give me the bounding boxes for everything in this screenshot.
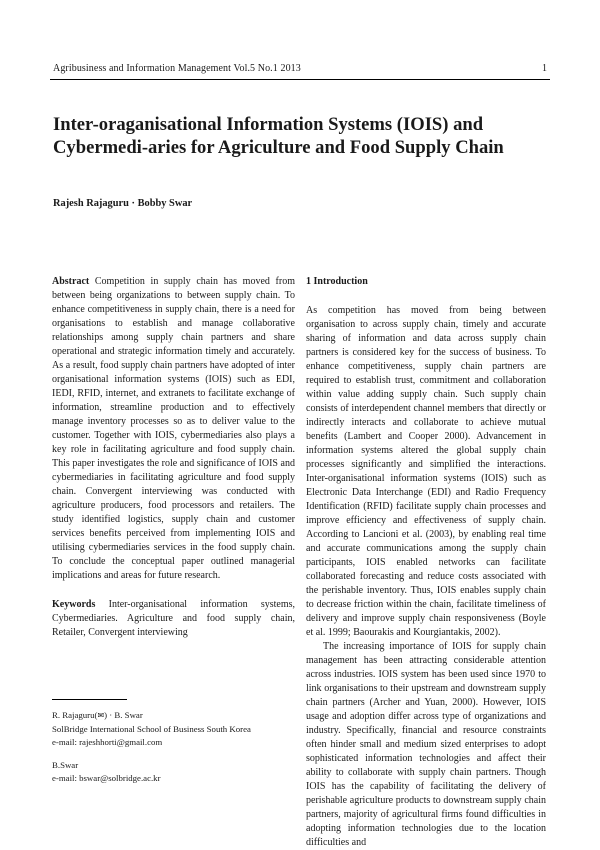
- section-heading: 1 Introduction: [306, 276, 368, 287]
- intro-paragraph-1: As competition has moved from being between organisation to across supply chain, timely and accurate sharing of information and data across supply chain partners is considered key for the success of business. To enhance competitiveness, supply chain partners are required to establish trust, commitment and collaboration within value adding supply chain. Such supply chain consists of interdependent channel members that directly or indirectly interacts and collaborate to achieve mutual benefits (Lambert and Cooper 2000). Advancement in information systems altered the global supply chain processes significantly and simplified the interactions. Inter-organisational information systems (IOIS) such as Electronic Data Interchange (EDI) and Radio Frequency Identification (RFID) facilitate supply chain processes and improve efficiency and effectiveness of supply chain. According to Lancioni et al. (2003), by enabling real time and accurate communications among the supply chain participants, IOIS enabled networks can facilitate collaborated forecasting and reduce costs associated with the perishable inventory. Thus, IOIS enables supply chain to decrease friction within the chain, facilitate timeliness of delivery and improve supply chain responsiveness (Boyle et al. 1999; Baourakis and Kourgiantakis, 2002).: [306, 305, 546, 638]
- running-header: Agribusiness and Information Management Vol.5 No.1 2013: [53, 63, 301, 74]
- author-list: Rajesh Rajaguru · Bobby Swar: [53, 198, 193, 209]
- keywords: [52, 598, 295, 640]
- abstract-text: Competition in supply chain has moved from between being organizations to between supply chain. To enhance competitiveness in supply chain, there is a need for organisations to establish and manage collaborative relationships among supply chain partners and share operational and strategic information timely and accurately. As a result, food supply chain partners have adopted of inter organisational information systems (IOIS) such as EDI, IEDI, RFID, internet, and extranets to facilitate exchange of information, streamline production and to effectively manage inventory processes so as to deliver value to the customer. Together with IOIS, cybermediaries also plays a key role in facilitating agriculture and food supply chain. This paper investigates the role and significance of IOIS and cybermediaries in facilitating agriculture and food supply chain. Convergent interviewing was conducted with agriculture producers, food processors and retailers. The study identified logistics, supply chain and customer services benefits perceived from implementing IOIS and utilising cybermediaries services in the food supply chain. To conclude the conceptual paper outlined managerial implications and areas for future research.: [52, 276, 295, 581]
- intro-paragraph-2: The increasing importance of IOIS for supply chain management has been attracting considerable attention across industries. IOIS system has been used since 1970 to link organisations to their upstream and downstream supply chain partners (Archer and Yuan, 2000). However, IOIS usage and adoption differ across type of organizations and industry. Specifically, financial and resource constraints often hinder small and medium sized enterprises to adopt sophisticated information technologies and affect their ability to collaborate with supply chain partners. Though IOIS has the capability of facilitating the delivery of perishable agriculture products to downstream supply chain partners, majority of agricultural firms found difficulties in adopting information technologies due to the location difficulties and: [306, 641, 546, 848]
- keywords-text: Inter-organisational information systems, Cybermediaries. Agriculture and food supply chain, Retailer, Convergent interviewing: [52, 599, 295, 638]
- right-column: [306, 275, 546, 850]
- footnote-rule: [52, 699, 127, 700]
- abstract-label: Abstract: [52, 276, 90, 287]
- paper-title: Inter-oraganisational Information Systems (IOIS) and Cybermedi-aries for Agriculture and Food Supply Chain: [53, 114, 504, 158]
- header-rule: [50, 79, 550, 80]
- abstract: [52, 275, 295, 583]
- page-number: 1: [542, 63, 547, 74]
- footnote-author-2: B.Swar: [52, 759, 79, 770]
- left-column: [52, 275, 295, 640]
- footnote-authors: [52, 709, 295, 723]
- envelope-icon: ✉: [97, 711, 105, 720]
- author-footnote: [52, 709, 295, 786]
- footnote-coauthor: ) · B. Swar: [104, 710, 143, 720]
- footnote-email-2[interactable]: e-mail: bswar@solbridge.ac.kr: [52, 773, 161, 783]
- keywords-label: Keywords: [52, 599, 96, 610]
- footnote-author-name: R. Rajaguru(: [52, 710, 98, 720]
- footnote-affiliation: SolBridge International School of Business South Korea: [52, 723, 251, 734]
- footnote-email-1[interactable]: e-mail: rajeshhorti@gmail.com: [52, 737, 163, 747]
